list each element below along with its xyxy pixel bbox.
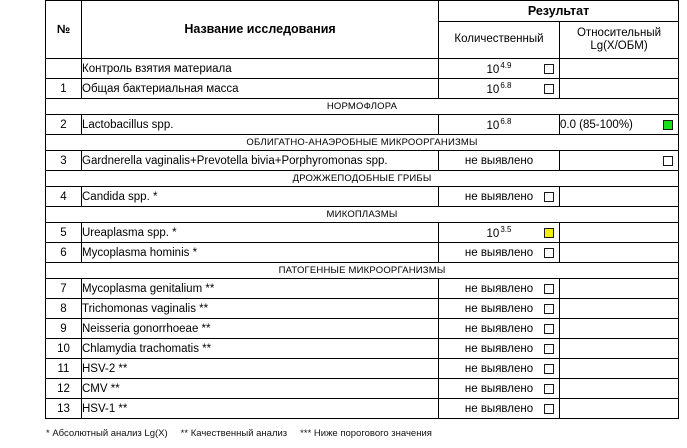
row-study-name: Trichomonas vaginalis ** (82, 299, 439, 319)
row-study-name: CMV ** (82, 379, 439, 399)
row-quantitative-value (439, 359, 560, 379)
column-header-number: № (46, 1, 82, 59)
row-number (46, 59, 82, 79)
row-relative-value (560, 115, 679, 135)
status-marker-empty-icon[interactable] (544, 64, 554, 74)
quantitative-exponent: 4.9 (500, 61, 512, 71)
row-quantitative-value (439, 299, 560, 319)
row-relative-value (560, 399, 679, 419)
status-marker-empty-icon[interactable] (544, 364, 554, 374)
row-study-name: HSV-1 ** (82, 399, 439, 419)
status-marker-yellow-icon[interactable] (544, 228, 554, 238)
header-row-top (46, 1, 679, 22)
quantitative-base: 10 (486, 63, 500, 76)
status-marker-empty-icon[interactable] (544, 324, 554, 334)
row-study-name: Mycoplasma genitalium ** (82, 279, 439, 299)
row-study-name: Neisseria gonorrhoeae ** (82, 319, 439, 339)
status-marker-empty-icon[interactable] (544, 84, 554, 94)
footnote-item: ** Качественный анализ (180, 428, 288, 439)
footnote-legend (46, 428, 432, 439)
row-relative-value (560, 279, 679, 299)
row-relative-value (560, 359, 679, 379)
section-header-label: ПАТОГЕННЫЕ МИКРООРГАНИЗМЫ (46, 263, 679, 279)
table-row (46, 79, 679, 99)
section-header-label: НОРМОФЛОРА (46, 99, 679, 115)
row-study-name: Candida spp. * (82, 187, 439, 207)
table-row (46, 299, 679, 319)
row-number: 6 (46, 243, 82, 263)
table-row (46, 59, 679, 79)
column-header-result: Результат (439, 1, 679, 22)
section-header-row (46, 207, 679, 223)
row-study-name: Chlamydia trachomatis ** (82, 339, 439, 359)
row-quantitative-value (439, 187, 560, 207)
section-header-row (46, 99, 679, 115)
quantitative-base: не выявлено (464, 362, 534, 375)
row-quantitative-value (439, 319, 560, 339)
row-quantitative-value (439, 339, 560, 359)
row-number: 5 (46, 223, 82, 243)
row-quantitative-value (439, 79, 560, 99)
footnote-item: *** Ниже порогового значения (300, 428, 432, 439)
section-header-row (46, 263, 679, 279)
row-number: 2 (46, 115, 82, 135)
section-header-label: МИКОПЛАЗМЫ (46, 207, 679, 223)
table-row (46, 187, 679, 207)
quantitative-base: не выявлено (464, 302, 534, 315)
row-quantitative-value (439, 223, 560, 243)
row-study-name: Общая бактериальная масса (82, 79, 439, 99)
row-quantitative-value (439, 279, 560, 299)
column-header-relative (560, 22, 679, 59)
quantitative-exponent: 3.5 (500, 225, 512, 235)
status-marker-empty-icon[interactable] (544, 192, 554, 202)
row-relative-value (560, 339, 679, 359)
section-header-row (46, 135, 679, 151)
footnote-item: * Абсолютный анализ Lg(X) (46, 428, 168, 439)
row-relative-value (560, 79, 679, 99)
table-row (46, 279, 679, 299)
lab-results-table (45, 0, 679, 419)
row-quantitative-value (439, 379, 560, 399)
quantitative-base: не выявлено (464, 402, 534, 415)
row-relative-value (560, 151, 679, 171)
quantitative-base: 10 (486, 227, 500, 240)
row-relative-value (560, 299, 679, 319)
status-marker-empty-icon[interactable] (544, 404, 554, 414)
row-number: 12 (46, 379, 82, 399)
quantitative-base: не выявлено (464, 190, 534, 203)
row-number: 8 (46, 299, 82, 319)
table-body (46, 59, 679, 419)
column-header-relative-line2: Lg(X/ОБМ) (590, 40, 648, 52)
row-number: 1 (46, 79, 82, 99)
quantitative-base: 10 (486, 83, 500, 96)
section-header-label: ОБЛИГАТНО-АНАЭРОБНЫЕ МИКРООРГАНИЗМЫ (46, 135, 679, 151)
quantitative-base: не выявлено (464, 382, 534, 395)
table-row (46, 319, 679, 339)
row-number: 13 (46, 399, 82, 419)
row-quantitative-value (439, 243, 560, 263)
row-number: 9 (46, 319, 82, 339)
row-number: 10 (46, 339, 82, 359)
row-relative-value (560, 187, 679, 207)
row-study-name: Ureaplasma spp. * (82, 223, 439, 243)
status-marker-empty-icon[interactable] (544, 304, 554, 314)
row-number: 4 (46, 187, 82, 207)
quantitative-base: не выявлено (464, 342, 534, 355)
quantitative-exponent: 6.8 (500, 117, 512, 127)
status-marker-green-icon[interactable] (663, 120, 673, 130)
quantitative-base: 10 (486, 119, 500, 132)
row-study-name: Контроль взятия материала (82, 59, 439, 79)
table-row (46, 151, 679, 171)
row-number: 7 (46, 279, 82, 299)
row-quantitative-value (439, 151, 560, 171)
row-quantitative-value (439, 399, 560, 419)
column-header-study-name: Название исследования (82, 1, 439, 59)
quantitative-base: не выявлено (464, 282, 534, 295)
status-marker-empty-icon[interactable] (544, 344, 554, 354)
row-number: 11 (46, 359, 82, 379)
quantitative-base: не выявлено (464, 322, 534, 335)
table-row (46, 339, 679, 359)
row-relative-value (560, 59, 679, 79)
row-study-name: Mycoplasma hominis * (82, 243, 439, 263)
row-relative-value (560, 319, 679, 339)
row-quantitative-value (439, 59, 560, 79)
table-row (46, 243, 679, 263)
status-marker-empty-icon[interactable] (544, 384, 554, 394)
column-header-quantitative: Количественный (439, 22, 560, 59)
quantitative-exponent: 6.8 (500, 81, 512, 91)
section-header-label: ДРОЖЖЕПОДОБНЫЕ ГРИБЫ (46, 171, 679, 187)
table-row (46, 379, 679, 399)
table-row (46, 223, 679, 243)
status-marker-empty-icon[interactable] (663, 156, 673, 166)
row-study-name: Gardnerella vaginalis+Prevotella bivia+Porphyromonas spp. (82, 151, 439, 171)
status-marker-empty-icon[interactable] (544, 284, 554, 294)
status-marker-empty-icon[interactable] (544, 248, 554, 258)
row-quantitative-value (439, 115, 560, 135)
row-relative-value (560, 243, 679, 263)
row-number: 3 (46, 151, 82, 171)
row-relative-value (560, 379, 679, 399)
quantitative-base: не выявлено (464, 246, 534, 259)
row-study-name: Lactobacillus spp. (82, 115, 439, 135)
quantitative-base: не выявлено (464, 154, 534, 167)
row-relative-value (560, 223, 679, 243)
section-header-row (46, 171, 679, 187)
table-row (46, 115, 679, 135)
relative-text: 0.0 (85-100%) (560, 118, 633, 131)
table-row (46, 359, 679, 379)
column-header-relative-line1: Относительный (576, 26, 662, 39)
row-study-name: HSV-2 ** (82, 359, 439, 379)
table-row (46, 399, 679, 419)
table-header (46, 1, 679, 59)
